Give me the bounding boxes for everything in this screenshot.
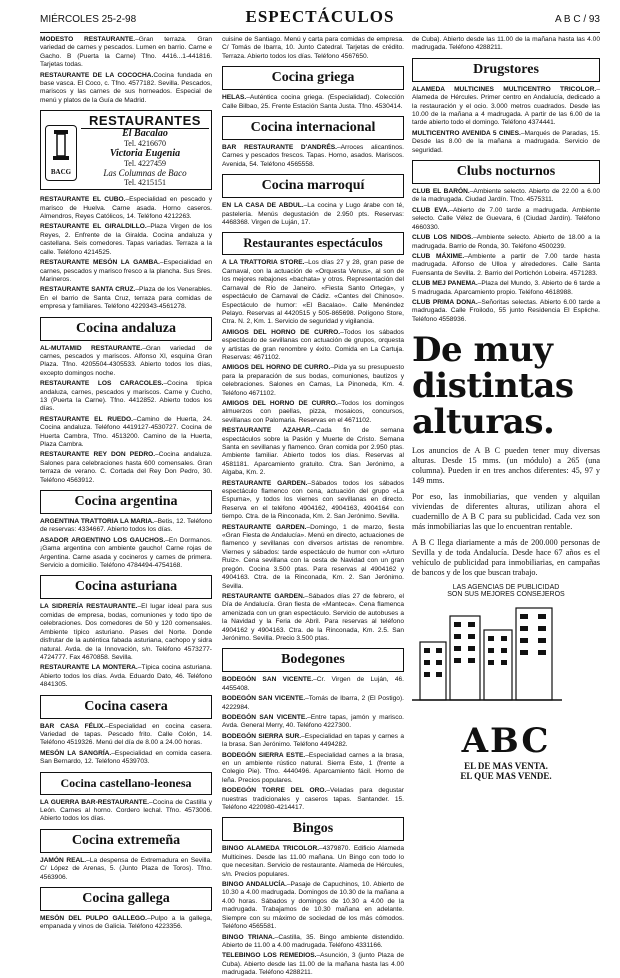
listing-group — [222, 94, 404, 111]
listing-name: RESTAURANTE SANTA CRUZ. — [40, 286, 136, 294]
advert-paragraph: Por eso, las inmobiliarias, que venden y alquilan viviendas de diferentes alturas, utilizan ahora el cuadernillo de A B C para su publicidad. Cada vez son más inmobiliarias las que lo encuentran rentable. — [412, 492, 600, 532]
listing-text: Cocina fundada en base vasca. El Coco, c. Tfno. 4577182. Sevilla. Pescados, mariscos y las carnes de sus horneados. Especial de menú y platos de la Guía de Madrid. — [40, 71, 212, 104]
listing-name: RESTAURANTE LA MONTERA. — [40, 664, 138, 672]
section-title: ESPECTÁCULOS — [245, 7, 395, 26]
listing-text: –Camino de Huerta, 24. Cocina andaluza. Teléfono 4419127-4530727. Cocina de Huerta Cambra, Tfno. 4513200. Camino de la Huerta, Plaza Cambra. — [40, 415, 212, 448]
listing-group — [222, 36, 404, 61]
listing-entry — [222, 952, 404, 977]
section-heading: Cocina gallega — [40, 887, 212, 911]
listing-text: –Cr. Virgen de Luján, 46. 4455408. — [222, 676, 404, 692]
listing-entry — [222, 695, 404, 712]
listing-text: –En Dormanos. ¡Gama argentina con ambiente gaucho! Carne rojas de Argentina. Carne asada y cocineros y carnes de primera. Servicio a domicilio. Teléfono 4784494-4754168. — [40, 536, 213, 570]
advert-caption: LAS AGENCIAS DE PUBLICIDAD — [452, 584, 560, 592]
listing-text: –La despensa de Extremadura en Sevilla. C/ López de Arenas, 5. (Junto Plaza de Toros). Tfno. 4563906. — [40, 856, 212, 881]
listing-entry — [222, 427, 404, 477]
listing-name: JAMÓN REAL. — [40, 856, 87, 864]
listing-entry — [222, 752, 404, 786]
listing-entry — [40, 380, 212, 414]
listing-group — [412, 86, 600, 155]
listing-text: –Domingo, 1 de marzo, fiesta «Gran Fiesta de Andalucía». Menú en directo, actuaciones de flamenco y sevillanas con diversos artistas de renombre. Viernes y sábados: tarde espectáculo de humor con «Arturo Ruiz». Cena sevillana con la cesta de Navidad con un gran pregón. Cocina 3.500 ptas. Para reservas al 4904162 y 4904163. Ctra. de la Rinconada, Km. 2. San Jerónimo. Sevilla. — [222, 523, 404, 590]
listing-entry — [40, 286, 212, 311]
ad-line: Victoria Eugenia — [109, 148, 181, 160]
listing-text: –Especialidad en carnes, pescados y marisco fresco a la plancha. Sus Sres. Marineros. — [40, 259, 212, 283]
listing-group — [40, 799, 212, 824]
listing-name: TELEBINGO LOS REMEDIOS. — [222, 952, 317, 960]
abc-wordmark: ABC — [461, 721, 551, 762]
listing-text: –Ambiente selecto. Abierto de 18.00 a la madrugada. Barrio de Ronda, 30. Teléfono 4500239. — [412, 234, 601, 250]
listing-name: CLUB PRIMA DONA. — [412, 298, 478, 306]
listing-text: –Ambiente selecto. Abierto de 22.00 a 6.00 de la madrugada. Ciudad Jardín. Tfno. 4575311. — [412, 188, 601, 204]
listing-group — [40, 857, 212, 882]
section-heading: Clubs nocturnos — [412, 160, 600, 184]
listing-text: –Típica cocina asturiana. Abierto todos los días. Avda. Eduardo Dato, 46. Teléfono 4841305. — [40, 664, 212, 689]
listing-text: –Cocina de Castilla y León. Carnes al horno. Cordero lechal. Tfno. 4573006. Abierto todos los días. — [40, 798, 212, 823]
listing-entry — [40, 345, 212, 379]
listing-name: MULTICENTRO AVENIDA 5 CINES. — [412, 129, 521, 137]
column-1 — [40, 36, 213, 931]
listing-text: –Alameda de Hércules. Primer centro en Andalucía, dedicado a la restauración y el ocio. 3.000 metros cuadrados. Desde las 10.00 de la mañana a 4 madrugada. A partir de las 6.00 de la tarde abierto todo el domingo. Teléfono 4374441. — [412, 85, 600, 127]
listing-text: –Señoritas selectas. Abierto 6.00 tarde a madrugada. Calle Froilodo, 55 junto Residencia El Espliche. Teléfono 4558936. — [412, 298, 600, 323]
listing-entry — [412, 86, 600, 128]
section-heading: Bodegones — [222, 648, 404, 672]
listing-name: CLUB MÁXIME. — [412, 252, 465, 260]
listing-entry — [40, 750, 212, 767]
ad-line: Tel. 4216670 — [123, 139, 167, 149]
listing-name: BINGO TRIANA. — [222, 933, 275, 941]
advert-headline: alturas. — [412, 402, 555, 443]
listing-group — [40, 603, 212, 689]
listing-text: –Plaza de los Venerables. En el barrio de Santa Cruz, terraza para comidas de empresa y familiares. Teléfono 4229343-4561278. — [40, 286, 212, 311]
listing-name: RESTAURANTE GARDEN. — [222, 479, 308, 487]
listing-group — [222, 259, 404, 643]
listing-text: –Cocina andaluza. Salones para celebraciones hasta 600 comensales. Gran terraza de verano. C. Cortada del Rey Don Pedro, 30. Teléfono 4563912. — [40, 451, 212, 484]
listing-name: ALAMEDA MULTICINES MULTICENTRO TRICOLOR. — [412, 85, 597, 93]
page-number: A B C / 93 — [554, 14, 600, 25]
section-heading: Cocina andaluza — [40, 317, 212, 341]
listing-name: RESTAURANTE REY DON PEDRO. — [40, 451, 156, 459]
listing-name: BODEGÓN TORRE DEL ORO. — [222, 787, 327, 795]
listing-group — [40, 518, 212, 570]
advert-headline: distintas — [412, 366, 574, 407]
listing-entry — [222, 36, 404, 61]
section-heading: Cocina extremeña — [40, 829, 212, 853]
listing-name: RESTAURANTE EL GIRALDILLO. — [40, 223, 147, 231]
listing-text: –Tomás de Ibarra, 2 (El Postigo). 4222984. — [222, 695, 404, 711]
abc-logo — [412, 721, 600, 781]
listing-group — [222, 202, 404, 227]
listing-name: RESTAURANTE EL CUBO. — [40, 196, 126, 204]
abc-advert — [412, 332, 600, 717]
listing-text: cuisine de Santiago. Menú y carta para comidas de empresa. C/ Tomás de Ibarra, 10. Junto Catedral. Tarjetas de crédito. Terraza. Abierto todos los días. Teléfono 4567650. — [222, 36, 404, 60]
listing-name: BINGO ALAMEDA TRICOLOR. — [222, 845, 320, 853]
listing-text: –Arroces alicantinos. Carnes y pescados frescos. Tapas. Horno, asados. Mariscos. Avenida, 54. Teléfono 4565558. — [222, 144, 404, 168]
listing-name: RESTAURANTE DE LA COCOCHA. — [40, 71, 154, 79]
column-icon — [48, 126, 74, 166]
listing-entry — [222, 593, 404, 643]
listing-name: BAR CASA FÉLIX. — [40, 722, 106, 730]
listing-entry — [412, 280, 600, 297]
listing-entry — [40, 259, 212, 284]
listing-name: BODEGÓN SIERRA SUR. — [222, 732, 302, 740]
listing-entry — [40, 603, 212, 662]
listing-text: –Veladas para degustar nuestras tradicionales y caseros tapas. Santander. 15. Teléfono 4220980-4214417. — [222, 787, 404, 812]
listing-entry — [412, 253, 600, 278]
listing-entry — [412, 207, 600, 232]
listing-name: CLUB EVA. — [412, 206, 450, 214]
buildings-illustration — [412, 602, 562, 712]
listing-name: ASADOR ARGENTINO LOS GAUCHOS. — [40, 536, 166, 544]
listing-text: de Cuba). Abierto desde las 11.00 de la mañana hasta las 4.00 madrugada. Teléfono 4288211. — [412, 36, 600, 52]
section-heading: Cocina castellano-leonesa — [40, 772, 212, 795]
listing-name: RESTAURANTE LOS CARACOLES. — [40, 380, 164, 388]
ad-line: El Bacalao — [122, 128, 168, 140]
listing-entry — [222, 94, 404, 111]
ad-line: Las Columnas de Baco — [103, 168, 187, 179]
listing-name: LA SIDRERÍA RESTAURANTE. — [40, 603, 138, 611]
listing-text: –Entre tapas, jamón y marisco. Avda. General Merry, 40. Teléfono 4227300. — [222, 713, 404, 730]
listing-entry — [412, 36, 600, 53]
listing-entry — [40, 223, 212, 257]
advert-caption: SON SUS MEJORES CONSEJEROS — [447, 591, 565, 599]
listing-text: –Los días 27 y 28, gran pase de Carnaval, con la actuación de «Orquesta Venus», al son de los mejores rebajones «bachata» y otros. Representación del Carnaval de Río de Janeiro. «Fiesta Santo Ortega», y espectáculo de Carnaval de Cádiz. «Cantes del Chinoso». Espectáculo de humor: «El Bacalao». Calle Menéndez Pelayo. Reservas al 4420515 y 505-865698. Polígono Store, Ctra. N. 2, Km. 1. Servicio de seguridad y vigilancia. — [222, 259, 404, 326]
section-heading: Bingos — [222, 817, 404, 841]
listing-text: –Gran variedad de carnes, pescados y mariscos. Alfonso XI, esquina Gran Plaza. Tfno. 4205504-4305533. Abierto todos los días, excepto domingos noche. — [40, 344, 213, 377]
listing-group — [40, 915, 212, 932]
section-heading: Cocina griega — [222, 66, 404, 90]
listing-text: –Ambiente a partir de 7.00 tarde hasta madrugada. Alfonso de Ulloa y alrededores. Calle Santa Fuensanta de Sevilla. 2. Barrio del Portichón Lobeira. 4571283. — [412, 252, 600, 277]
listing-text: –El lugar ideal para sus comidas de empresa, bodas, comuniones y todo tipo de celebraciones. Dos comedores de 50 y 120 comensales. Ambiente típico asturiano. Pases del Norte. Donde disfrutar de la auténtica fabada asturiana, cachopo y sidra natural. Avda. de la Innovación, s/n. Teléfono 4573277-4724777. Fax 4670858. Sevilla. — [40, 603, 212, 661]
listing-entry — [222, 524, 404, 591]
listing-group — [222, 144, 404, 169]
listing-entry — [40, 36, 212, 70]
listing-entry — [222, 329, 404, 363]
listing-entry — [412, 234, 600, 251]
listing-text: –Sábados días 27 de febrero, el Día de Andalucía. Gran fiesta de «Manteca». Cena flamenca amenizada con un gran espectáculo. Servicio de autobuses a la Navidad y la Feria de Abril. Para reservas al teléfono 4904162 y 4904163. Ctra. de la Rinconada, Km. 2.5. San Jerónimo. Sevilla. Precio 3.500 ptas. — [222, 592, 404, 642]
listing-entry — [40, 723, 212, 748]
listing-group — [412, 188, 600, 324]
listing-entry — [222, 676, 404, 693]
listing-entry — [222, 845, 404, 879]
listing-name: BODEGÓN SAN VICENTE. — [222, 695, 306, 703]
listing-text: –Todos los domingos almuerzos con paellas, pizza, mosaicos, concursos, sevillanas con Palomaria. Reservas en el 4671102. — [222, 399, 404, 424]
listing-name: CLUB LOS NIDOS. — [412, 234, 474, 242]
listing-group — [40, 723, 212, 767]
listing-entry — [222, 259, 404, 326]
listing-name: BAR RESTAURANTE D'ANDRÉS. — [222, 144, 337, 152]
advert-paragraph: Los anuncios de A B C pueden tener muy diversas alturas. Desde 15 mms. (un módulo) a 265 (una columna). Pueden ir en tres anchos diferentes: 45, 97 y 149 mms. — [412, 446, 600, 486]
listing-text: –Plaza Virgen de los Reyes, 2. Enfrente de la Giralda. Cocina andaluza y castellana. Seis comedores. Tapas variadas. Terraza a la calle. Teléfono 4214525. — [40, 223, 212, 256]
listing-text: –Auténtica cocina griega. (Especialidad). Colección Calle Bilbao, 25. Frente Estación Santa Justa. Tfno. 4530414. — [222, 94, 404, 110]
listing-text: –Especialidad en comida casera. San Bernardo, 12. Teléfono 4539703. — [40, 749, 212, 766]
listing-name: AL-MUTAMID RESTAURANTE. — [40, 344, 143, 352]
listing-name: BINGO ANDALUCÍA. — [222, 881, 287, 889]
listing-name: A LA TRATTORIA STORE. — [222, 259, 305, 267]
advert-headline: De muy — [412, 330, 553, 371]
listing-name: RESTAURANTE GARDEN. — [222, 592, 305, 600]
listing-entry — [222, 714, 404, 731]
listing-name: RESTAURANTE AZAHAR. — [222, 427, 313, 435]
listing-text: –Especialidad en pescado y marisco de Huelva. Carne asada. Horno caseros. Almendros, Reyes Católicos, 14. Teléfono 4212263. — [40, 196, 212, 221]
listing-name: BODEGÓN SAN VICENTE. — [222, 713, 308, 721]
listing-text: –Marqués de Paradas, 15. Desde las 8.00 de la mañana a madrugada. Servicio de seguridad. — [412, 129, 600, 154]
listing-text: –Pulpo a la gallega, empanada y vinos de Galicia. Teléfono 4223356. — [40, 915, 212, 931]
listing-entry — [222, 400, 404, 425]
listing-name: LA GUERRA BAR-RESTAURANTE. — [40, 798, 149, 806]
listing-text: –Abierto de 7.00 tarde a madrugada. Ambiente selecto. Calle Vélez de Guevara, 6 (Ciudad Jardín). Teléfono 4660330. — [412, 206, 600, 231]
section-heading: Cocina casera — [40, 695, 212, 719]
listing-name: AMIGOS DEL HORNO DE CURRO. — [222, 328, 341, 336]
listing-entry — [222, 733, 404, 750]
advert-paragraph: A B C llega diariamente a más de 200.000 personas de Sevilla y de toda Andalucía. Desde hace 67 años es el vehículo de publicidad para inmobiliarias, en campañas de bancos y de los que buscan trabajo. — [412, 538, 600, 578]
listing-entry — [40, 518, 212, 535]
listing-entry — [40, 799, 212, 824]
restaurants-ad — [40, 110, 212, 190]
listing-text: –Especialidad carnes a la brasa, en un ambiente rústico natural. Sierra Este, 1 (frente a Colegio Pie). Tfno. 4440496. Aparcamiento fácil. Horno de leña. Precios populares. — [222, 751, 404, 784]
listing-name: CLUB EL BARÓN. — [412, 188, 470, 196]
listing-name: MESÓN DEL PULPO GALLEGO. — [40, 915, 147, 922]
listing-text: –4379870. Edificio Alameda Multicines. Desde las 11.00 mañana. Un Bingo con todo lo que necesitan. Servicio de restaurante. Alameda de Hércules, s/n. Precios populares. — [222, 845, 405, 878]
listing-entry — [40, 451, 212, 485]
abc-slogan: EL QUE MAS VENDE. — [460, 771, 552, 782]
listing-name: MODESTO RESTAURANTE. — [40, 36, 136, 43]
listing-group — [40, 196, 212, 311]
listing-entry — [222, 881, 404, 931]
listing-entry — [222, 202, 404, 227]
listing-entry — [40, 196, 212, 221]
section-heading: Drugstores — [412, 58, 600, 82]
listing-entry — [40, 72, 212, 106]
listing-text: –Betis, 12. Teléfono de reservas: 4334667. Abierto todos los días. — [40, 518, 212, 534]
listing-entry — [40, 416, 212, 450]
section-heading: Cocina asturiana — [40, 575, 212, 599]
listing-entry — [412, 188, 600, 205]
ad-line: Tel. 4227459 — [123, 159, 167, 169]
listing-group — [222, 676, 404, 812]
listing-group — [222, 845, 404, 977]
listing-entry — [222, 480, 404, 522]
column-2 — [222, 36, 405, 977]
listing-text: –Plaza del Mundo, 3. Abierto de 6 tarde a 5 madrugada. Aparcamiento propio. Teléfono 4618988. — [412, 280, 600, 296]
listing-name: CLUB MEJ PANEMA. — [412, 280, 478, 288]
ad-title: RESTAURANTES — [81, 113, 209, 129]
listing-name: RESTAURANTE MESÓN LA GAMBA. — [40, 259, 160, 267]
listing-text: –Castilla, 35. Bingo ambiente distendido. Abierto de 11.00 a 4.00 madrugada. Teléfono 4331166. — [222, 933, 405, 949]
listing-text: –Cada fin de semana espectáculos sobre la Pasión y Muerte de Cristo. Semana Santa en sevillanas y flamenco. Gran comida por 2.950 ptas. Ambiente familiar. Abierto todos los días. Reservas al 4581181. Aparcamiento gratuito. Ctra. San Jerónimo, a Algaba, Km. 2. — [222, 427, 405, 477]
listing-text: –Asunción, 3 (junto Plaza de Cuba). Abierto desde las 11.00 de la mañana hasta las 4.00 madrugada. Teléfono 4288211. — [222, 952, 404, 977]
listing-name: HELAS. — [222, 94, 247, 102]
listing-name: EN LA CASA DE ABDUL. — [222, 202, 304, 210]
listing-group — [40, 345, 212, 486]
listing-text: –Pida ya su presupuesto para la preparación de sus bodas, comuniones, bautizos y celebraciones. Salones en Camas, La Pinoneda, Km. 4. Teléfono 4671102. — [222, 364, 404, 397]
listing-text: –Especialidad en tapas y carnes a la brasa. San Jerónimo. Teléfono 4494282. — [222, 732, 405, 749]
section-heading: Cocina argentina — [40, 490, 212, 514]
listing-entry — [40, 664, 212, 689]
listing-name: AMIGOS DEL HORNO DE CURRO. — [222, 399, 338, 407]
seal-text: BACG — [50, 168, 72, 177]
column-3 — [412, 36, 600, 861]
listing-text: –Pasaje de Capuchinos, 10. Abierto de 10.30 a 4.00 madrugada. Domingos de 10.30 de la mañana a 4.00 horas. Sábados y domingos de 10.30 a 4.00 de la madrugada. Trabajamos de 10.30 mañana en adelante. Siempre con su máximo de sociedad de los más cómodos. Teléfono 4565581. — [222, 881, 404, 931]
listing-name: BODEGÓN SAN VICENTE. — [222, 676, 314, 684]
listing-group — [412, 36, 600, 53]
listing-text: –Cocina típica andaluza, carnes, pescados y mariscos. Carne y Cucho, 13 (Puerta la Carne). Tfno. 4412852. Abierto todos los días. — [40, 380, 212, 413]
listing-group — [40, 36, 212, 105]
section-heading: Cocina internacional — [222, 116, 404, 140]
listing-name: RESTAURANTE EL RUEDO. — [40, 415, 133, 423]
page-date: MIÉRCOLES 25-2-98 — [40, 14, 137, 25]
listing-name: RESTAURANTE GARDEN. — [222, 523, 307, 531]
bacg-seal — [45, 125, 77, 181]
listing-entry — [412, 130, 600, 155]
section-heading: Restaurantes espectáculos — [222, 232, 404, 255]
listing-name: BODEGÓN SIERRA ESTE. — [222, 751, 306, 759]
listing-text: –Gran terraza. Gran variedad de carnes y pescados. Lumen en barrio. Carne e Gacho. B (Puerta la Carne) Tfno. 4416...1-441816. Tarjetas todas. — [40, 36, 212, 69]
abc-slogan: EL DE MAS VENTA. — [464, 761, 548, 772]
listing-text: –Sábados todos los sábados espectáculo flamenco con cena, actuación del grupo «La Espuma», y todos los viernes con sevillanas en directo. Reserva en el teléfono 4904162, 4904163, 4904164 con tiempo. Ctra. de la Rinconada, Km. 2. San Jerónimo. Sevilla. — [222, 479, 404, 521]
listing-entry — [412, 299, 600, 324]
listing-text: –Especialidad en cocina casera. Variedad de tapas. Pescado frito. Calle Colón, 14. Teléfono 4519326. Menú del día de 8.00 a 24.00 horas. — [40, 722, 212, 747]
listing-entry — [40, 915, 212, 932]
listing-entry — [222, 364, 404, 398]
listing-text: –Todos los sábados espectáculo de sevillanas con actuación de grupos, orquesta y artistas de gran renombre y éxito. Comida en La Cartuja. Reservas: 4671102. — [222, 328, 404, 361]
page-header — [40, 6, 600, 33]
ad-line: Tel. 4215151 — [123, 178, 167, 188]
listing-text: –La cocina y Lugo árabe con té, pastelería. Menús degustación de 2.950 pts. Reservas: 4468368. Virgen de Luján, 17. — [222, 202, 404, 227]
listing-name: ARGENTINA TRATTORIA LA MARIA. — [40, 518, 154, 526]
listing-entry — [222, 934, 404, 951]
section-heading: Cocina marroquí — [222, 174, 404, 198]
listing-entry — [40, 537, 212, 571]
listing-entry — [40, 857, 212, 882]
listing-entry — [222, 787, 404, 812]
listing-entry — [222, 144, 404, 169]
listing-name: AMIGOS DEL HORNO DE CURRO. — [222, 364, 331, 372]
listing-name: MESÓN LA SANGRÍA. — [40, 749, 112, 757]
